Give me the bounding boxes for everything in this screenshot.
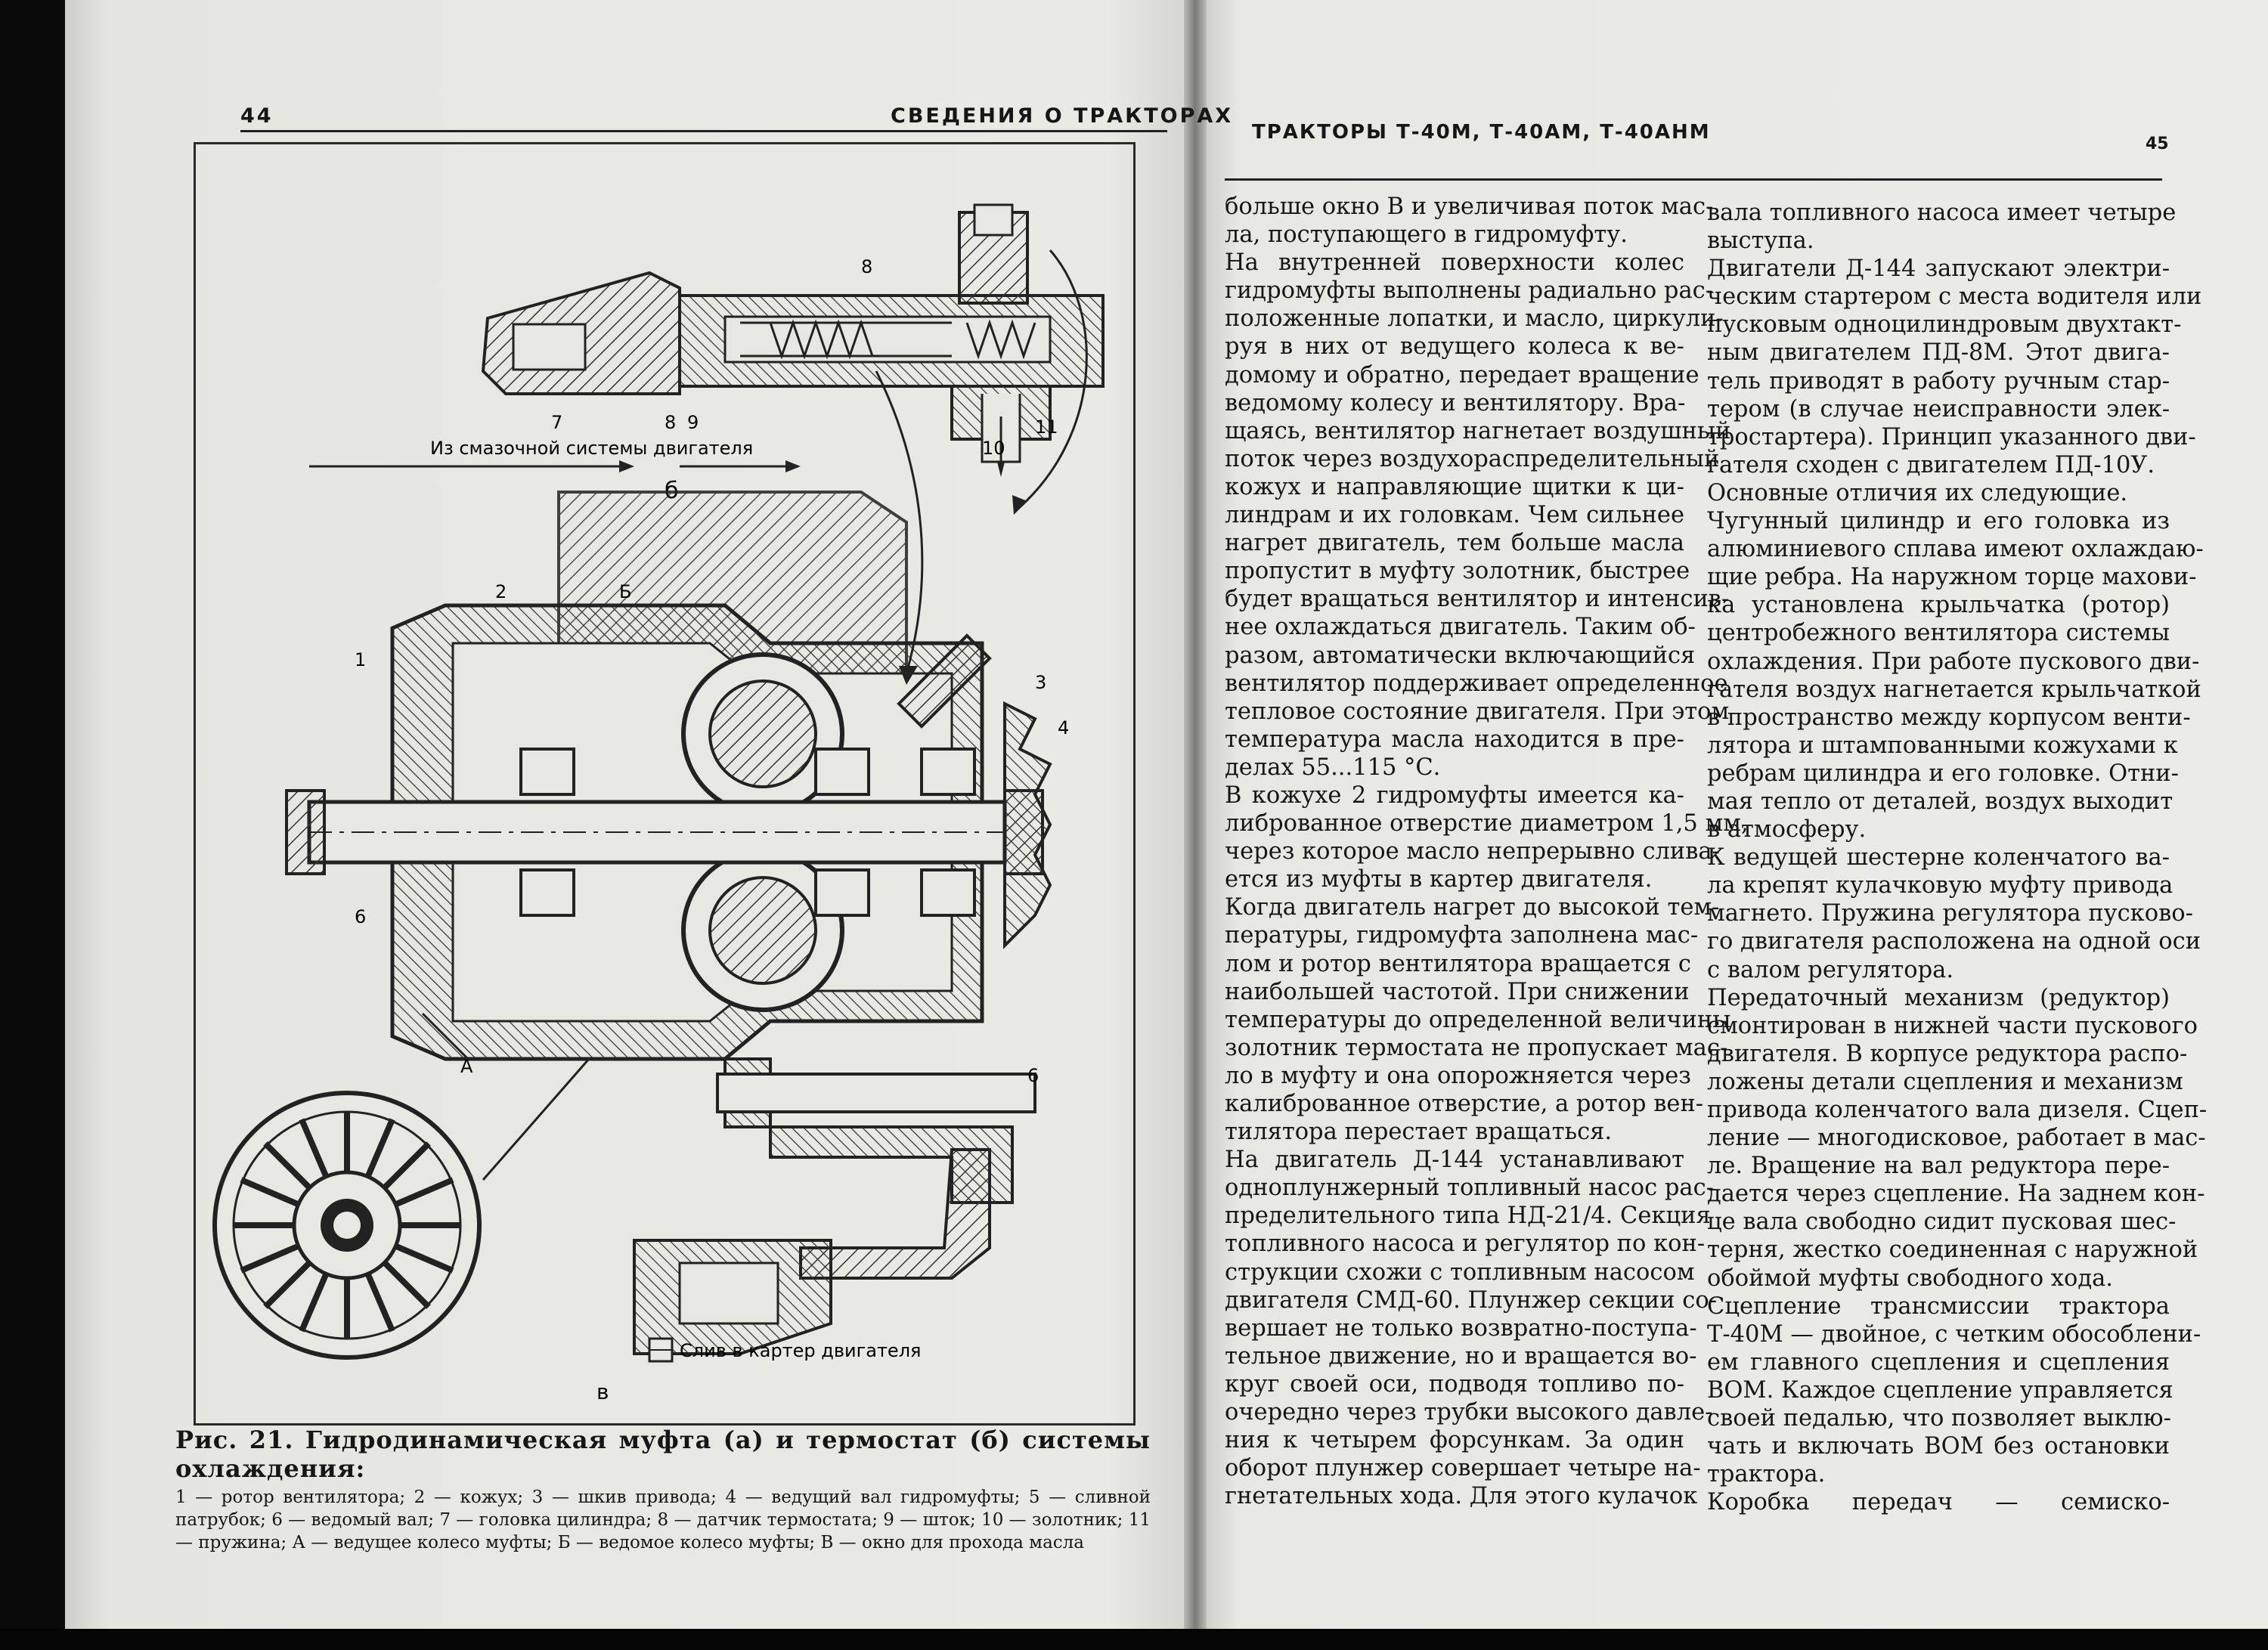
text-line: алюминиевого сплава имеют охлаждаю- bbox=[1707, 536, 2204, 563]
part-label-2: 2 bbox=[495, 581, 507, 602]
text-line: в атмосферу. bbox=[1707, 816, 1867, 844]
thermostat-view bbox=[309, 205, 1103, 515]
text-line: терня, жестко соединенная с наружной bbox=[1707, 1237, 2198, 1264]
text-line: золотник термостата не пропускает мас- bbox=[1225, 1034, 1728, 1061]
text-line: тепловое состояние двигателя. При этом bbox=[1225, 698, 1730, 725]
text-line: одноплунжерный топливный насос рас- bbox=[1225, 1175, 1714, 1202]
text-line: ным двигателем ПД-8М. Этот двига- bbox=[1707, 339, 2170, 367]
part-label-9: 9 bbox=[687, 412, 699, 433]
running-head-right: ТРАКТОРЫ Т-40М, Т-40АМ, Т-40АНМ bbox=[1252, 121, 1711, 144]
text-line: руя в них от ведущего колеса к ве- bbox=[1225, 333, 1684, 361]
text-line: в пространство между корпусом венти- bbox=[1707, 704, 2191, 731]
text-line: Передаточный механизм (редуктор) bbox=[1707, 984, 2170, 1011]
text-line: обоймой муфты свободного хода. bbox=[1707, 1265, 2113, 1292]
text-line: ведомому колесу и вентилятору. Вра- bbox=[1225, 389, 1686, 416]
text-line: го двигателя расположена на одной оси bbox=[1707, 928, 2201, 955]
text-line: щие ребра. На наружном торце махови- bbox=[1707, 564, 2197, 591]
text-line: привода коленчатого вала дизеля. Сцеп- bbox=[1707, 1097, 2208, 1123]
text-line: гнетательных хода. Для этого кулачок bbox=[1225, 1483, 1698, 1510]
page-number-right: 45 bbox=[2146, 135, 2169, 153]
part-label-a: А bbox=[460, 1056, 473, 1077]
text-line: центробежного вентилятора системы bbox=[1707, 620, 2170, 647]
text-line: вала топливного насоса имеет четыре bbox=[1707, 200, 2177, 226]
text-line: двигателя СМД-60. Плунжер секции со- bbox=[1225, 1286, 1718, 1314]
text-line: вентилятор поддерживает определенное bbox=[1225, 670, 1728, 697]
fan-rotor bbox=[215, 1093, 479, 1357]
text-line: На внутренней поверхности колес bbox=[1225, 249, 1684, 277]
part-label-1: 1 bbox=[355, 649, 367, 670]
text-line: Двигатели Д-144 запускают электри- bbox=[1707, 255, 2170, 283]
text-line: ложены детали сцепления и механизм bbox=[1707, 1068, 2183, 1095]
part-label-11: 11 bbox=[1035, 416, 1058, 438]
text-line: либрованное отверстие диаметром 1,5 мм, bbox=[1225, 810, 1749, 837]
text-line: ния к четырем форсункам. За один bbox=[1225, 1427, 1684, 1454]
view-label-a: в bbox=[596, 1379, 609, 1404]
text-line: своей педалью, что позволяет выклю- bbox=[1707, 1405, 2171, 1432]
text-line: круг своей оси, подводя топливо по- bbox=[1225, 1370, 1684, 1398]
text-line: магнето. Пружина регулятора пусково- bbox=[1707, 900, 2193, 927]
part-label-8: 8 bbox=[665, 412, 677, 433]
coupling-drain-label: Слив в картер двигателя bbox=[680, 1340, 922, 1361]
text-line: ло в муфту и она опорожняется через bbox=[1225, 1062, 1691, 1089]
text-line: тростартера). Принцип указанного дви- bbox=[1707, 423, 2196, 450]
text-line: пределительного типа НД-21/4. Секция bbox=[1225, 1203, 1711, 1230]
head-rule-left bbox=[240, 130, 1167, 132]
text-line: оборот плунжер совершает четыре на- bbox=[1225, 1455, 1701, 1482]
part-label-10: 10 bbox=[982, 438, 1005, 459]
caption-title: Рис. 21. Гидродинамическая муфта (а) и термостат (б) системы охлаждения: bbox=[175, 1426, 1151, 1483]
text-line: температура масла находится в пре- bbox=[1225, 726, 1684, 753]
text-line: ем главного сцепления и сцепления bbox=[1707, 1348, 2170, 1376]
text-line: кожух и направляющие щитки к ци- bbox=[1225, 473, 1684, 500]
text-line: ВОМ. Каждое сцепление управляется bbox=[1707, 1376, 2174, 1404]
part-label-6-left: 6 bbox=[355, 906, 367, 927]
text-line: К ведущей шестерне коленчатого ва- bbox=[1707, 844, 2170, 871]
text-line: нее охлаждаться двигатель. Таким об- bbox=[1225, 614, 1696, 641]
part-label-3: 3 bbox=[1035, 672, 1047, 693]
thermostat-source-label: Из смазочной системы двигателя bbox=[430, 438, 754, 459]
text-line: лом и ротор вентилятора вращается с bbox=[1225, 950, 1691, 977]
hydraulic-coupling-diagram bbox=[196, 144, 1133, 1423]
text-line: ка установлена крыльчатка (ротор) bbox=[1707, 592, 2170, 619]
scan-border bbox=[0, 1629, 2268, 1650]
part-label-7: 7 bbox=[551, 412, 563, 433]
text-line: пропустит в муфту золотник, быстрее bbox=[1225, 558, 1690, 585]
text-line: смонтирован в нижней части пускового bbox=[1707, 1012, 2198, 1039]
part-label-b-driven: Б bbox=[619, 581, 632, 602]
text-line: делах 55...115 °С. bbox=[1225, 754, 1441, 781]
text-line: калиброванное отверстие, а ротор вен- bbox=[1225, 1091, 1704, 1117]
text-line: трактора. bbox=[1707, 1461, 1826, 1488]
figure-frame bbox=[194, 142, 1136, 1426]
text-line: наибольшей частотой. При снижении bbox=[1225, 978, 1690, 1005]
text-line: це вала свободно сидит пусковая шес- bbox=[1707, 1209, 2177, 1236]
text-line: нагрет двигатель, тем больше масла bbox=[1225, 530, 1684, 557]
caption-legend: 1 — ротор вентилятора; 2 — кожух; 3 — шкив привода; 4 — ведущий вал гидромуфты; 5 — сливной патрубок; 6 — ведомый вал; 7 — головка цилиндра; 8 — датчик термостата; 9 — шток; 10 — золотник; 11 — пружина; А — ведущее колесо муфты; Б — ведомое колесо муфты; В — окно для прохода масла bbox=[175, 1487, 1151, 1552]
text-line: ление — многодисковое, работает в мас- bbox=[1707, 1125, 2206, 1152]
text-line: охлаждения. При работе пускового дви- bbox=[1707, 648, 2200, 675]
text-line: Когда двигатель нагрет до высокой тем- bbox=[1225, 894, 1720, 921]
part-label-4: 4 bbox=[1058, 717, 1070, 738]
text-line: ле. Вращение на вал редуктора пере- bbox=[1707, 1153, 2170, 1180]
text-line: тером (в случае неисправности элек- bbox=[1707, 395, 2170, 423]
page-number-left: 44 bbox=[240, 104, 274, 128]
text-line: Чугунный цилиндр и его головка из bbox=[1707, 508, 2170, 535]
text-line: ется из муфты в картер двигателя. bbox=[1225, 866, 1653, 893]
text-line: будет вращаться вентилятор и интенсив- bbox=[1225, 586, 1730, 613]
figure-caption bbox=[175, 1426, 1151, 1554]
text-line: ребрам цилиндра и его головке. Отни- bbox=[1707, 760, 2179, 787]
text-line: тельное движение, но и вращается во- bbox=[1225, 1342, 1697, 1370]
text-line: гидромуфты выполнены радиально рас- bbox=[1225, 277, 1714, 305]
part-label-8-top: 8 bbox=[861, 256, 873, 277]
text-column-2 bbox=[1707, 199, 2208, 1516]
text-line: домому и обратно, передает вращение bbox=[1225, 361, 1699, 389]
text-line: ла, поступающего в гидромуфту. bbox=[1225, 221, 1628, 249]
head-rule-right bbox=[1225, 178, 2162, 181]
text-line: пературы, гидромуфта заполнена мас- bbox=[1225, 922, 1699, 949]
text-line: чать и включать ВОМ без остановки bbox=[1707, 1433, 2170, 1460]
book-spine bbox=[1184, 0, 1207, 1629]
text-line: двигателя. В корпусе редуктора распо- bbox=[1707, 1040, 2188, 1067]
text-line: щаясь, вентилятор нагнетает воздушный bbox=[1225, 417, 1731, 444]
text-line: гателя воздух нагнетается крыльчаткой bbox=[1707, 676, 2201, 703]
text-line: через которое масло непрерывно слива- bbox=[1225, 838, 1720, 865]
text-line: мая тепло от деталей, воздух выходит bbox=[1707, 788, 2174, 815]
text-line: ческим стартером с места водителя или bbox=[1707, 283, 2202, 311]
text-line: дается через сцепление. На заднем кон- bbox=[1707, 1181, 2205, 1208]
text-line: лятора и штампованными кожухами к bbox=[1707, 732, 2178, 759]
text-line: линдрам и их головкам. Чем сильнее bbox=[1225, 502, 1684, 529]
text-line: Т-40М — двойное, с четким обособлени- bbox=[1707, 1320, 2201, 1348]
text-line: топливного насоса и регулятор по кон- bbox=[1225, 1231, 1706, 1258]
text-line: гателя сходен с двигателем ПД-10У. bbox=[1707, 451, 2155, 478]
text-line: температуры до определенной величины bbox=[1225, 1006, 1731, 1033]
text-line: пусковым одноцилиндровым двухтакт- bbox=[1707, 311, 2182, 339]
text-line: с валом регулятора. bbox=[1707, 956, 1954, 983]
text-line: тилятора перестает вращаться. bbox=[1225, 1119, 1613, 1146]
text-line: вершает не только возвратно-поступа- bbox=[1225, 1314, 1697, 1342]
text-line: тель приводят в работу ручным стар- bbox=[1707, 367, 2170, 395]
text-line: струкции схожи с топливным насосом bbox=[1225, 1258, 1695, 1286]
text-line: Коробка передач — семиско- bbox=[1707, 1489, 2170, 1516]
text-line: очередно через трубки высокого давле- bbox=[1225, 1399, 1713, 1426]
text-column-1 bbox=[1225, 193, 1749, 1510]
text-line: поток через воздухораспределительный bbox=[1225, 445, 1720, 472]
text-line: больше окно В и увеличивая поток мас- bbox=[1225, 193, 1714, 220]
text-line: В кожухе 2 гидромуфты имеется ка- bbox=[1225, 782, 1684, 809]
text-line: Сцепление трансмиссии трактора bbox=[1707, 1292, 2170, 1320]
text-line: выступа. bbox=[1707, 228, 1814, 255]
part-label-6-right: 6 bbox=[1027, 1065, 1040, 1086]
running-head-left: СВЕДЕНИЯ О ТРАКТОРАХ bbox=[891, 104, 1234, 128]
text-line: разом, автоматически включающийся bbox=[1225, 642, 1696, 669]
text-line: положенные лопатки, и масло, циркули- bbox=[1225, 305, 1724, 333]
text-line: На двигатель Д-144 устанавливают bbox=[1225, 1147, 1684, 1174]
text-line: ла крепят кулачковую муфту привода bbox=[1707, 872, 2174, 899]
text-line: Основные отличия их следующие. bbox=[1707, 479, 2128, 506]
